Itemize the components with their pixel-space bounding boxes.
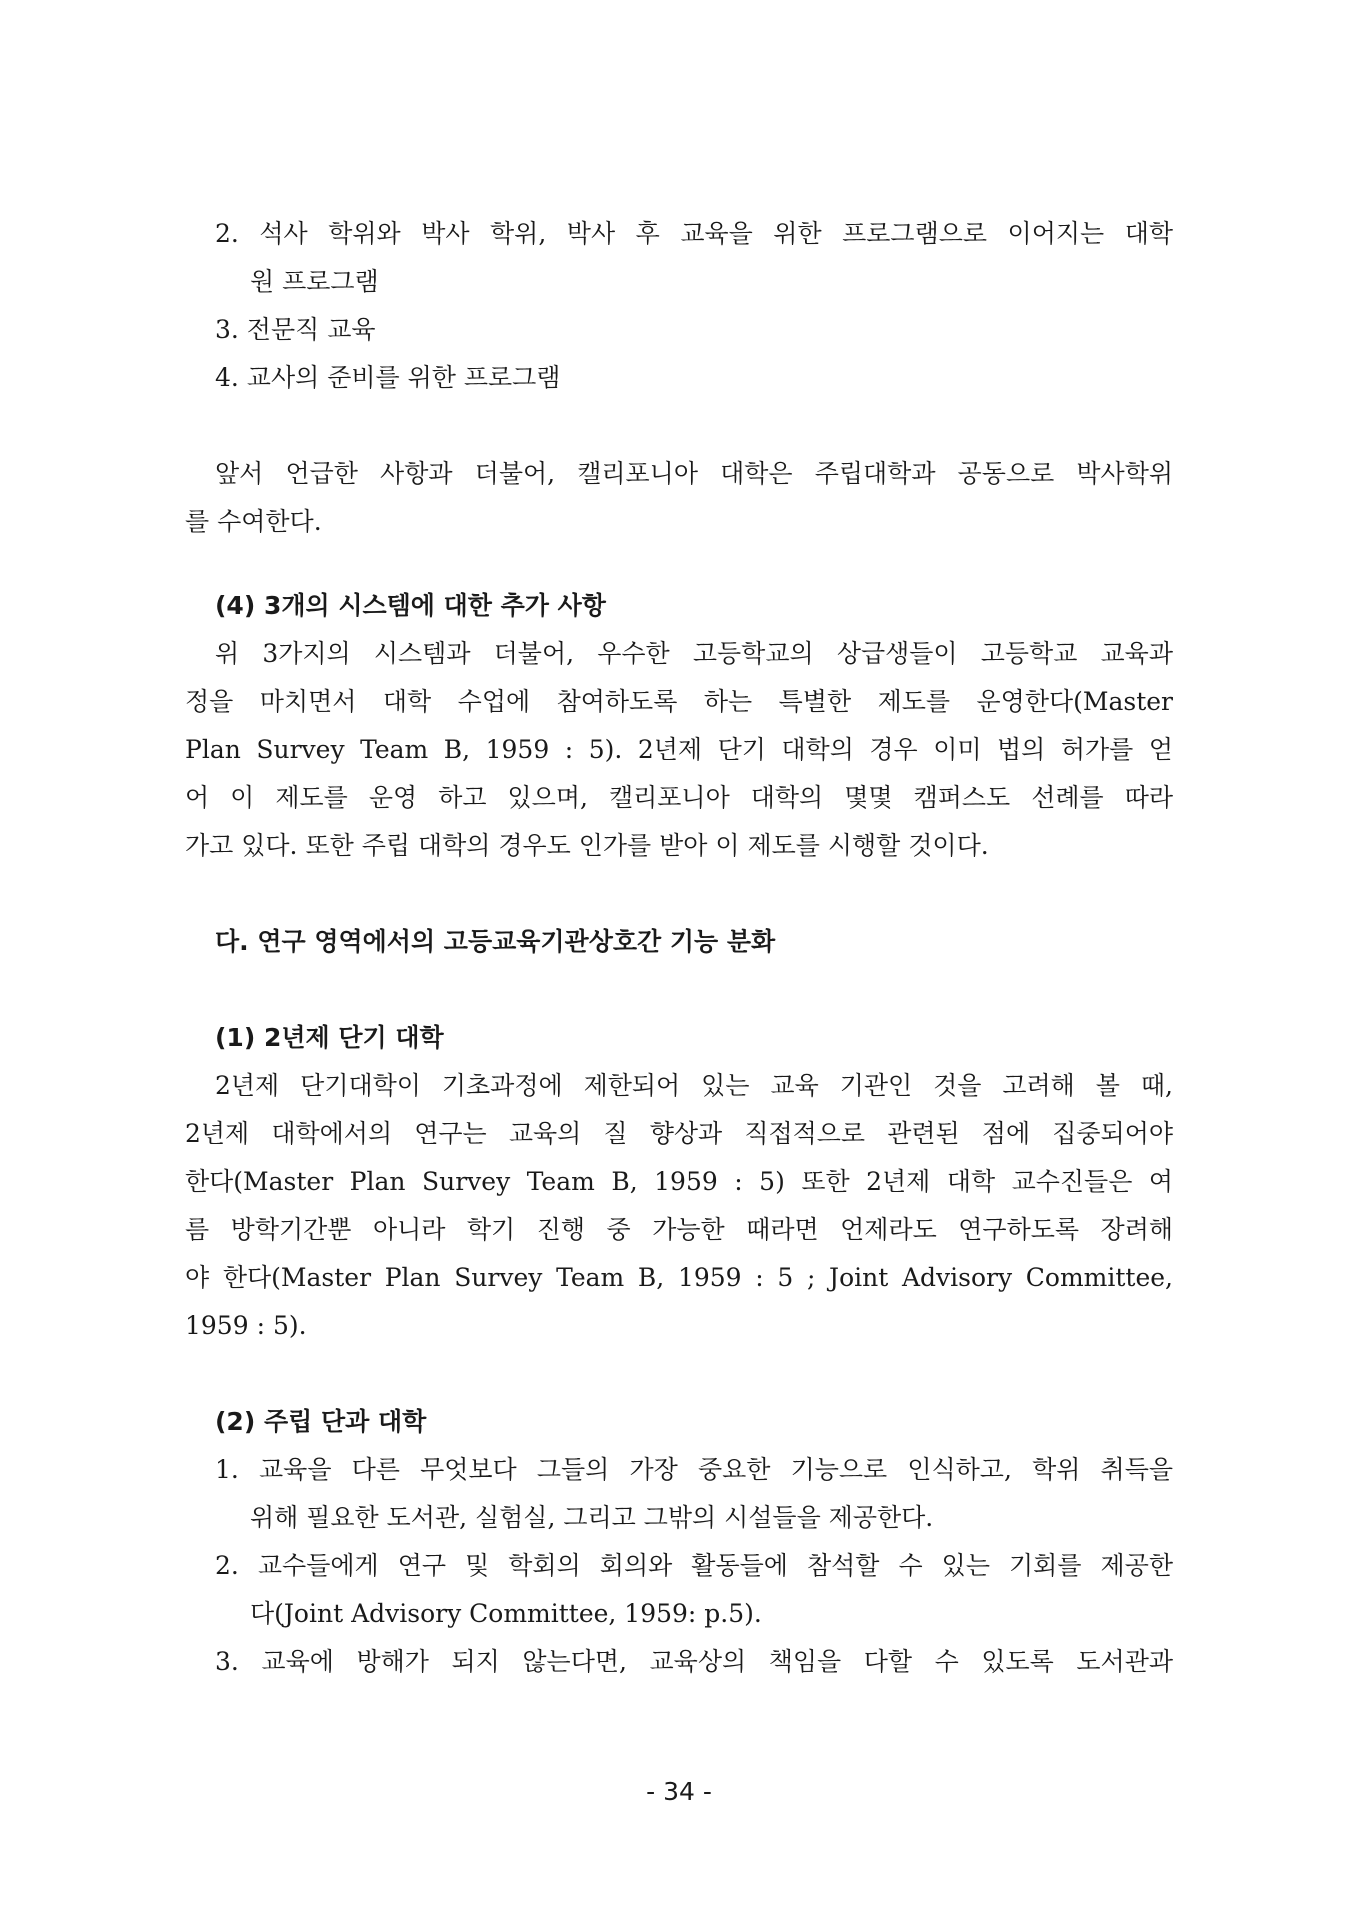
section-da-heading: 다. 연구 영역에서의 고등교육기관상호간 기능 분화 <box>215 927 776 956</box>
section-1-line-1: 2년제 단기대학이 기초과정에 제한되어 있는 교육 기관인 것을 고려해 볼 때, <box>215 1071 1173 1100</box>
paragraph-doctorate-line-1: 앞서 언급한 사항과 더불어, 캘리포니아 대학은 주립대학과 공동으로 박사학위 <box>215 459 1173 488</box>
section-2-item-1-line-1: 1. 교육을 다른 무엇보다 그들의 가장 중요한 기능으로 인식하고, 학위 취득을 <box>215 1455 1173 1484</box>
section-4-line-5: 가고 있다. 또한 주립 대학의 경우도 인가를 받아 이 제도를 시행할 것이다. <box>185 831 989 860</box>
section-1-line-2: 2년제 대학에서의 연구는 교육의 질 향상과 직접적으로 관련된 점에 집중되어야 <box>185 1119 1173 1148</box>
section-1-line-3: 한다(Master Plan Survey Team B, 1959 : 5) 또한 2년제 대학 교수진들은 여 <box>185 1167 1173 1196</box>
list-item-2-line-2: 원 프로그램 <box>250 267 379 296</box>
section-1-line-4: 름 방학기간뿐 아니라 학기 진행 중 가능한 때라면 언제라도 연구하도록 장려해 <box>185 1215 1173 1244</box>
section-4-heading: (4) 3개의 시스템에 대한 추가 사항 <box>215 591 606 620</box>
list-item-4: 4. 교사의 준비를 위한 프로그램 <box>215 363 561 392</box>
section-4-line-3: Plan Survey Team B, 1959 : 5). 2년제 단기 대학의 경우 이미 법의 허가를 얻 <box>185 735 1173 764</box>
page-content <box>185 210 1173 1686</box>
section-1-line-5: 야 한다(Master Plan Survey Team B, 1959 : 5 ; Joint Advisory Committee, <box>185 1263 1173 1292</box>
section-2-heading: (2) 주립 단과 대학 <box>215 1407 427 1436</box>
section-4-line-2: 정을 마치면서 대학 수업에 참여하도록 하는 특별한 제도를 운영한다(Master <box>185 687 1173 716</box>
section-4-line-1: 위 3가지의 시스템과 더불어, 우수한 고등학교의 상급생들이 고등학교 교육과 <box>215 639 1173 668</box>
list-item-3: 3. 전문직 교육 <box>215 315 376 344</box>
section-1-heading: (1) 2년제 단기 대학 <box>215 1023 444 1052</box>
section-2-item-1-line-2: 위해 필요한 도서관, 실험실, 그리고 그밖의 시설들을 제공한다. <box>250 1503 934 1532</box>
section-2-item-2-line-1: 2. 교수들에게 연구 및 학회의 회의와 활동들에 참석할 수 있는 기회를 제공한 <box>215 1551 1173 1580</box>
paragraph-doctorate-line-2: 를 수여한다. <box>185 507 322 536</box>
section-2-item-3-line-1: 3. 교육에 방해가 되지 않는다면, 교육상의 책임을 다할 수 있도록 도서관과 <box>215 1647 1173 1676</box>
section-1-line-6: 1959 : 5). <box>185 1311 307 1340</box>
section-2-item-2-line-2: 다(Joint Advisory Committee, 1959: p.5). <box>250 1599 762 1628</box>
section-4-line-4: 어 이 제도를 운영 하고 있으며, 캘리포니아 대학의 몇몇 캠퍼스도 선례를 따라 <box>185 783 1173 812</box>
list-item-2-line-1: 2. 석사 학위와 박사 학위, 박사 후 교육을 위한 프로그램으로 이어지는 대학 <box>215 219 1173 248</box>
page-number: - 34 - <box>646 1777 712 1806</box>
